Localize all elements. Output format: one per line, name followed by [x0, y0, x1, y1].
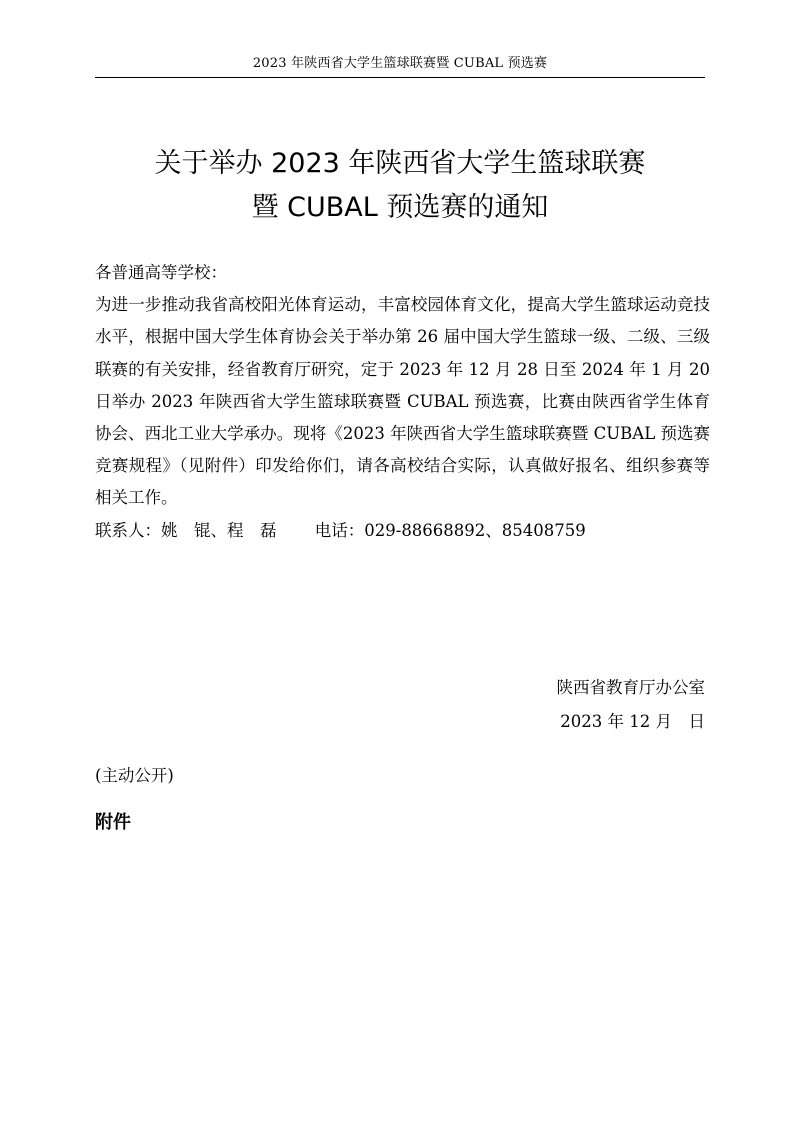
- salutation: 各普通高等学校：: [95, 263, 227, 282]
- contact-line: 联系人：姚 锟、程 磊 电话：029-88668892、85408759: [95, 520, 586, 540]
- notice-title-line-1: 关于举办 2023 年陕西省大学生篮球联赛: [154, 148, 646, 179]
- notice-title-line-2: 暨 CUBAL 预选赛的通知: [251, 192, 549, 223]
- running-header: 2023 年陕西省大学生篮球联赛暨 CUBAL 预选赛: [252, 56, 548, 71]
- attachment-label: 附件: [95, 812, 131, 833]
- header-rule: [95, 77, 705, 78]
- notice-title: [95, 142, 705, 230]
- issuing-office: 陕西省教育厅办公室: [556, 678, 705, 697]
- main-paragraph: 为进一步推动我省高校阳光体育运动，丰富校园体育文化，提高大学生篮球运动竞技水平，根据中国大学生体育协会关于举办第 26 届中国大学生篮球一级、二级、三级联赛的有关安排，经省教育厅研究，定于 2023 年 12 月 28 日至 2024 年 1 月 20 日举办 2023 年陕西省大学生篮球联赛暨 CUBAL 预选赛，比赛由陕西省学生体育协会、西北工业大学承办。现将《2023 年陕西省大学生篮球联赛暨 CUBAL 预选赛竞赛规程》（见附件）印发给你们，请各高校结合实际，认真做好报名、组织参赛等相关工作。: [95, 295, 710, 508]
- signature-block: [557, 671, 706, 739]
- disclosure-note: (主动公开): [95, 766, 174, 785]
- issue-date: 2023 年 12 月 日: [560, 712, 705, 731]
- notice-body: [95, 257, 710, 547]
